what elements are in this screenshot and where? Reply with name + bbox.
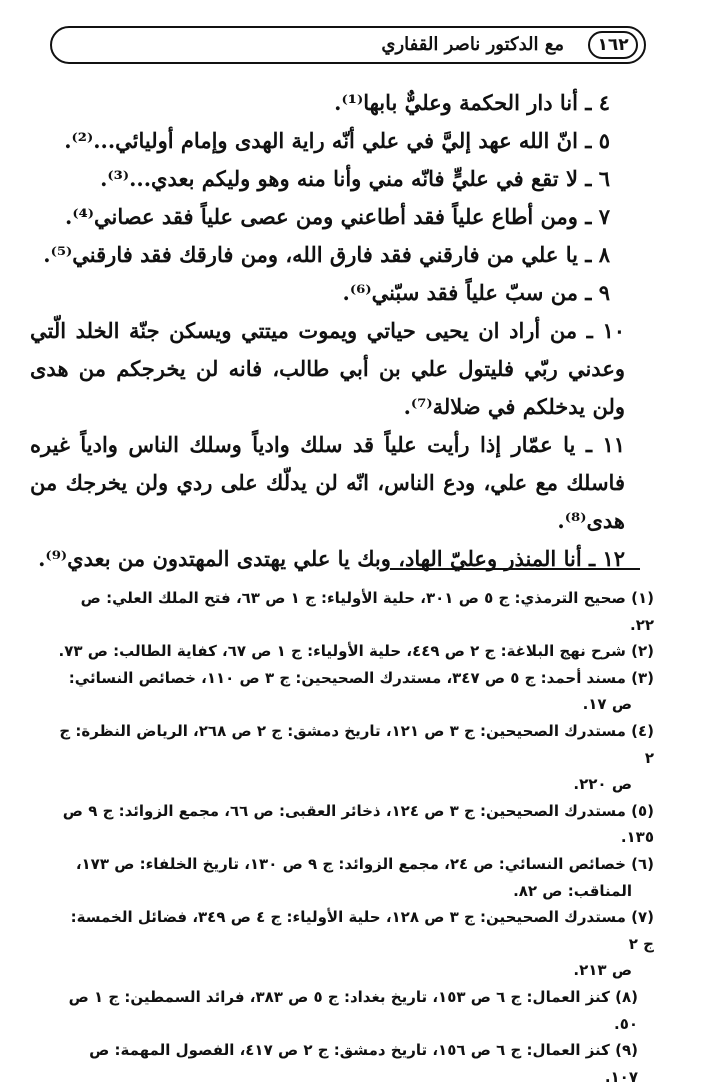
- footnote-7-continued: ص ٢١٣.: [573, 961, 632, 980]
- footnote-divider: [390, 568, 640, 570]
- page-number: ١٦٢: [588, 31, 638, 59]
- footnote-1: (١) صحيح الترمذي: ج ٥ ص ٣٠١، حلية الأولياء: ج ١ ص ٦٣، فتح الملك العلي: ص ٢٢.: [80, 589, 654, 634]
- footnote-4: (٤) مستدرك الصحيحين: ج ٣ ص ١٢١، تاريخ دمشق: ج ٢ ص ٢٦٨، الرياض النظرة: ج ٢: [59, 721, 654, 767]
- hadith-item: ٦ ـ لا تقع في عليٍّ فانّه مني وأنا منه وهو وليكم بعدي...⁽³⁾.: [100, 166, 610, 191]
- hadith-item: ١٢ ـ أنا المنذر وعليّ الهاد، وبك يا علي يهتدى المهتدون من بعدي⁽⁹⁾.: [38, 546, 625, 571]
- hadith-item: ٧ ـ ومن أطاع علياً فقد أطاعني ومن عصى علياً فقد عصاني⁽⁴⁾.: [65, 204, 610, 229]
- hadith-item: ١١ ـ يا عمّار إذا رأيت علياً قد سلك وادياً وسلك الناس وادياً غيره فاسلك مع علي، ودع الناس، انّه لن يدلّك على ردي ولن يخرجك من هدى⁽⁸⁾.: [30, 432, 625, 533]
- footnotes: [56, 585, 654, 1090]
- hadith-item: ١٠ ـ من أراد ان يحيى حياتي ويموت ميتتي ويسكن جنّة الخلد الّتي وعدني ربّي فليتول علي بن أبي طالب، فانه لن يخرجكم من هدى ولن يدخلكم في ضلالة⁽⁷⁾.: [30, 318, 625, 419]
- footnote-6-continued: المناقب: ص ٨٢.: [513, 881, 632, 900]
- main-text: [30, 84, 670, 578]
- hadith-item: ٩ ـ من سبّ علياً فقد سبّني⁽⁶⁾.: [342, 280, 610, 305]
- footnote-5: (٥) مستدرك الصحيحين: ج ٣ ص ١٢٤، ذخائر العقبى: ص ٦٦، مجمع الزوائد: ج ٩ ص ١٣٥.: [62, 801, 654, 847]
- page-header: [50, 26, 646, 64]
- footnote-4-continued: ص ٢٢٠.: [573, 775, 632, 794]
- footnote-7: (٧) مستدرك الصحيحين: ج ٣ ص ١٢٨، حلية الأولياء: ج ٤ ص ٣٤٩، فضائل الخمسة: ج ٢: [70, 908, 654, 953]
- running-title: مع الدكتور ناصر القفاري: [381, 34, 564, 55]
- hadith-item: ٤ ـ أنا دار الحكمة وعليٌّ بابها⁽¹⁾.: [334, 90, 610, 115]
- hadith-item: ٨ ـ يا علي من فارقني فقد فارق الله، ومن فارقك فقد فارقني⁽⁵⁾.: [43, 242, 610, 267]
- footnote-2: (٢) شرح نهج البلاغة: ج ٢ ص ٤٤٩، حلية الأولياء: ج ١ ص ٦٧، كفاية الطالب: ص ٧٣.: [58, 642, 654, 661]
- hadith-item: ٥ ـ انّ الله عهد إليَّ في علي أنّه راية الهدى وإمام أوليائي...⁽²⁾.: [64, 128, 610, 153]
- footnote-8: (٨) كنز العمال: ج ٦ ص ١٥٣، تاريخ بغداد: ج ٥ ص ٣٨٣، فرائد السمطين: ج ١ ص ٥٠.: [68, 987, 638, 1033]
- footnote-9: (٩) كنز العمال: ج ٦ ص ١٥٦، تاريخ دمشق: ج ٢ ص ٤١٧، الفصول المهمة: ص ١٠٧.: [89, 1041, 638, 1086]
- footnote-3: (٣) مسند أحمد: ج ٥ ص ٣٤٧، مستدرك الصحيحين: ج ٣ ص ١١٠، خصائص النسائي:: [68, 668, 654, 687]
- footnote-6: (٦) خصائص النسائي: ص ٢٤، مجمع الزوائد: ج ٩ ص ١٣٠، تاريخ الخلفاء: ص ١٧٣،: [75, 854, 654, 873]
- footnote-3-continued: ص ١٧.: [582, 695, 632, 714]
